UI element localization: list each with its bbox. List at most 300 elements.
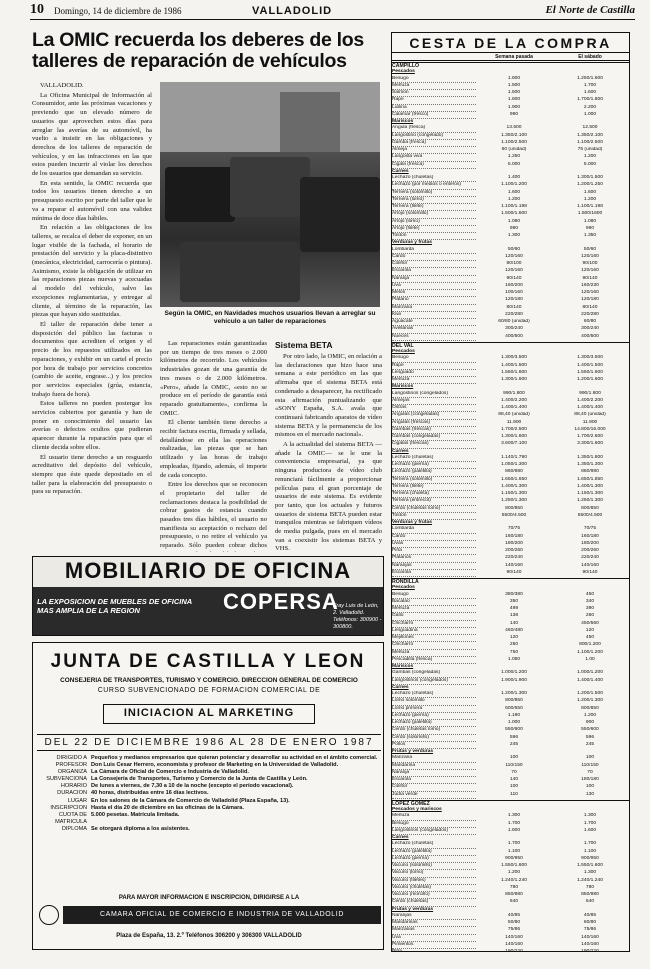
price-previous: 1.900/1.900 xyxy=(501,677,527,683)
price-saturday: 400/500 xyxy=(581,333,599,339)
product-name: Lechazo (paletilla) xyxy=(392,849,476,856)
price-previous: 1.300/3.500 xyxy=(501,355,527,361)
price-previous: 550/600 xyxy=(505,727,523,733)
price-previous: 1.080 xyxy=(507,218,521,224)
price-previous: 1.500 xyxy=(507,90,521,96)
price-saturday: 140/160 xyxy=(581,941,599,947)
ad-junta-row-label: DIRIGIDO A xyxy=(56,755,87,761)
price-row xyxy=(392,813,629,820)
price-row xyxy=(392,247,629,254)
product-name: Cardo xyxy=(392,534,476,541)
newspaper-logo: El Norte de Castilla xyxy=(545,4,635,16)
price-previous: 1.100/2.500 xyxy=(501,139,527,145)
article-paragraph: El usuario tiene derecho a un resguardo acreditativo del depósito del vehículo, siempre que éste quede depositado en el taller para la elaboración del presupuesto o para su reparación. xyxy=(32,453,152,496)
price-previous: 160/180 xyxy=(505,533,523,539)
product-name: Añojo (lomo) xyxy=(392,219,476,226)
price-row xyxy=(392,441,629,448)
price-saturday: 120/160 xyxy=(581,268,599,274)
price-row xyxy=(392,268,629,275)
price-previous: 1.300/1.600 xyxy=(501,434,527,440)
article-photo xyxy=(160,82,380,307)
price-saturday: 850/980 xyxy=(581,892,599,898)
ad-junta-row-label: INSCRIPCION xyxy=(50,804,87,811)
product-name: Angula (fresca) xyxy=(392,125,476,132)
product-name: Escarola xyxy=(392,268,476,275)
price-previous: 1.400/1.500 xyxy=(501,362,527,368)
product-category: Verduras y frutas xyxy=(392,240,432,246)
price-previous: 88,40 (unidad) xyxy=(498,412,530,418)
product-name: Piña xyxy=(392,548,476,555)
product-name: Merluza xyxy=(392,650,476,657)
price-row xyxy=(392,219,629,226)
price-previous: 1.600 xyxy=(507,97,521,103)
price-row xyxy=(392,283,629,290)
price-previous: 1.250/1.300 xyxy=(501,498,527,504)
price-saturday: 90/100 xyxy=(582,261,598,267)
price-saturday: 130 xyxy=(585,791,595,797)
price-row xyxy=(392,678,629,685)
ad-junta-row-label: SUBVENCIONA xyxy=(46,776,87,783)
article-column-1 xyxy=(32,82,152,550)
price-saturday: 90/140 xyxy=(582,275,598,281)
price-previous: 1.050 xyxy=(507,656,521,662)
product-name: Gambas (frescas) xyxy=(392,427,476,434)
price-saturday: 120/180 xyxy=(581,297,599,303)
product-name: Lomo primera xyxy=(392,706,476,713)
product-name: Cigalas (frescas) xyxy=(392,441,476,448)
price-previous: 350 xyxy=(509,598,519,604)
product-category: Frutas y verduras xyxy=(392,906,434,912)
price-saturday: 88,40 (unidad) xyxy=(574,412,606,418)
market-name: CAMPILLO xyxy=(392,62,629,69)
product-category: Carnes xyxy=(392,684,409,690)
ad-address: Fray Luis de León, 2. Valladolid. Teléfonos: 300900 - 300800. xyxy=(333,603,382,630)
product-name: Lechazo (pierna) xyxy=(392,462,476,469)
price-row xyxy=(392,927,629,934)
price-saturday: 120 xyxy=(585,627,595,633)
price-row xyxy=(392,650,629,657)
product-name: Angulas (frescas) xyxy=(392,420,476,427)
ad-junta-title: JUNTA DE CASTILLA Y LEON xyxy=(50,651,366,672)
product-name: Langostinos (congelados) xyxy=(392,828,476,835)
price-row xyxy=(392,105,629,112)
price-previous: 1.050/1.300 xyxy=(501,462,527,468)
price-saturday: 5500/4.500 xyxy=(577,512,603,518)
price-saturday: 450/560 xyxy=(581,620,599,626)
price-previous: 60/80 (unidad) xyxy=(498,319,530,325)
price-previous: 1.600 xyxy=(507,189,521,195)
product-name: Kiwi xyxy=(392,312,476,319)
price-previous: 1.600 xyxy=(507,827,521,833)
price-row xyxy=(392,434,629,441)
ad-junta-row xyxy=(39,790,379,797)
price-previous: 3.600/7.100 xyxy=(501,441,527,447)
ad-exposition-text: LA EXPOSICION DE MUEBLES DE OFICINA MAS AMPLIA DE LA REGION xyxy=(37,597,192,615)
product-name: Vacuno (solomillo) xyxy=(392,863,476,870)
price-row xyxy=(392,606,629,613)
product-name: Piña xyxy=(392,949,476,952)
product-name: Bacalao xyxy=(392,599,476,606)
price-saturday: 200/260 xyxy=(581,548,599,554)
price-previous: 380/380 xyxy=(505,591,523,597)
product-name: Judía verde xyxy=(392,792,476,799)
product-name: Pimientos xyxy=(392,942,476,949)
price-previous: 600/650 xyxy=(505,705,523,711)
price-table-body xyxy=(392,62,629,952)
price-row xyxy=(392,899,629,906)
price-previous: 1.000 xyxy=(507,720,521,726)
article-column-3 xyxy=(275,340,382,552)
price-previous: 1.500/1.600 xyxy=(501,211,527,217)
price-row xyxy=(392,276,629,283)
price-row xyxy=(392,297,629,304)
article-paragraph: Entre los derechos que se reconocen el propietario del taller de reclamaciones destaca la posibilidad de cobrar gastos de estancia cuando pasados tres días hábiles, el usuario no manifiesta su aceptación o rechazo del presupuesto, o no retire el vehículo ya reparado. Sólo pueden cobrar dichos xyxy=(160,481,267,550)
price-saturday: 1.100 xyxy=(583,848,597,854)
price-saturday: 1.250/1.300 xyxy=(577,498,603,504)
price-previous: 1.700/2.500 xyxy=(501,426,527,432)
price-row xyxy=(392,506,629,513)
price-row xyxy=(392,885,629,892)
section-city: VALLADOLID xyxy=(252,5,333,17)
price-saturday: 75/86 xyxy=(583,927,597,933)
price-row xyxy=(392,942,629,949)
product-name: Escarola xyxy=(392,777,476,784)
photo-caption: Según la OMIC, en Navidades muchos usuarios llevan a arreglar su vehículo a un taller de reparaciones xyxy=(164,310,376,325)
price-row xyxy=(392,477,629,484)
price-previous: 1.250 xyxy=(507,154,521,160)
product-name: Calamar (fresco) xyxy=(392,112,476,119)
product-name: Cerdo (solomillo) xyxy=(392,735,476,742)
ad-mobiliario-title: MOBILIARIO DE OFICINA xyxy=(64,558,352,583)
product-name: Besugo xyxy=(392,355,476,362)
price-row xyxy=(392,870,629,877)
price-saturday: 1.600 xyxy=(583,189,597,195)
product-name: Gamba (fresca) xyxy=(392,140,476,147)
ad-junta-course-name: INICIACION AL MARKETING xyxy=(103,704,315,724)
price-previous: 860/980 xyxy=(505,469,523,475)
price-row xyxy=(392,319,629,326)
price-saturday: 1.400/1.400 xyxy=(577,677,603,683)
ad-junta-row-label: DURACION xyxy=(57,790,87,797)
product-name: Langostinos (congelados) xyxy=(392,678,476,685)
price-saturday: 90/140 xyxy=(582,569,598,575)
ad-junta-row-value: De lunes a viernes, de 7,30 a 10 de la noche (excepto el período vacacional). xyxy=(91,783,294,790)
price-saturday: 1.600 xyxy=(583,90,597,96)
price-row xyxy=(392,735,629,742)
product-name: Langosta viva xyxy=(392,154,476,161)
price-previous: 1.700 xyxy=(507,820,521,826)
price-row xyxy=(392,83,629,90)
product-name: Melón xyxy=(392,290,476,297)
price-previous: 1.400/1.300 xyxy=(501,483,527,489)
product-name: Lechazo (chuletas) xyxy=(392,455,476,462)
product-name: Coliflor xyxy=(392,261,476,268)
ad-junta-row xyxy=(39,755,379,762)
ad-junta-row-label: DIPLOMA xyxy=(61,825,87,832)
price-saturday: 100 xyxy=(585,784,595,790)
product-name: Cerdo (chuletas lomo) xyxy=(392,506,476,513)
product-name: Gambas (congeladas) xyxy=(392,434,476,441)
product-name: Lechazo (paletilla) xyxy=(392,469,476,476)
ad-junta-row-value: 40 horas, distribuidas entre 16 días lectivos. xyxy=(91,790,209,797)
product-name: Pollos xyxy=(392,742,476,749)
product-name: Mandarina xyxy=(392,763,476,770)
price-previous: 1.550/1.600 xyxy=(501,369,527,375)
price-saturday: 1.000 xyxy=(583,111,597,117)
product-name: Gallo xyxy=(392,613,476,620)
price-saturday: 1.700 xyxy=(583,820,597,826)
product-name: Lechazo (chuletas) xyxy=(392,691,476,698)
ad-junta xyxy=(32,642,384,950)
price-row xyxy=(392,405,629,412)
price-previous: 75/86 xyxy=(507,927,521,933)
price-saturday: 70 xyxy=(587,769,593,775)
price-row xyxy=(392,154,629,161)
price-saturday: 160/230 xyxy=(581,282,599,288)
price-previous: 120 xyxy=(509,635,519,641)
price-row xyxy=(392,455,629,462)
price-saturday: 990 xyxy=(585,225,595,231)
price-saturday: 1.500/1600 xyxy=(577,211,603,217)
product-name: Aguacate xyxy=(392,319,476,326)
price-row xyxy=(392,484,629,491)
product-name: Uvas xyxy=(392,541,476,548)
ad-junta-row-label: HORARIO xyxy=(60,783,87,790)
price-saturday: 1.400/1.500 xyxy=(577,362,603,368)
product-name: Lubina xyxy=(392,105,476,112)
article-column-2 xyxy=(160,340,267,552)
price-previous: 1.650/1.650 xyxy=(501,476,527,482)
price-saturday: 1.100/1.200 xyxy=(577,649,603,655)
price-saturday: 140/160 xyxy=(581,934,599,940)
product-name: Merluza xyxy=(392,813,476,820)
product-name: Almejas xyxy=(392,398,476,405)
product-name: Lombarda xyxy=(392,526,476,533)
chamber-seal-icon xyxy=(39,905,59,925)
price-previous: 1.150/1.300 xyxy=(501,491,527,497)
product-name: Lechazo (pierna) xyxy=(392,713,476,720)
price-saturday: 1.250/1.600 xyxy=(577,75,603,81)
price-saturday: 450 xyxy=(585,591,595,597)
price-saturday: 120/160 xyxy=(581,290,599,296)
product-name: Coliflor xyxy=(392,784,476,791)
product-name: Tostón xyxy=(392,233,476,240)
price-previous: 70/75 xyxy=(507,526,521,532)
price-row xyxy=(392,555,629,562)
price-saturday: 780 xyxy=(585,884,595,890)
price-row xyxy=(392,133,629,140)
product-name: Merluza xyxy=(392,377,476,384)
price-previous: 140 xyxy=(509,777,519,783)
product-name: Cerdo (chuletas) xyxy=(392,899,476,906)
product-category: Mariscos xyxy=(392,384,414,390)
price-saturday: 60/80 xyxy=(583,319,597,325)
price-previous: 1.200 xyxy=(507,196,521,202)
product-name: Escarola xyxy=(392,570,476,577)
price-row xyxy=(392,691,629,698)
product-name: Angulas (congeladas) xyxy=(392,412,476,419)
price-row xyxy=(392,162,629,169)
price-previous: 640 xyxy=(509,899,519,905)
ad-junta-row-value: Se otorgará diploma a los asistentes. xyxy=(91,825,190,832)
price-row xyxy=(392,112,629,119)
price-previous: 596 xyxy=(509,734,519,740)
price-previous: 780 xyxy=(509,884,519,890)
page-date: Domingo, 14 de diciembre de 1986 xyxy=(54,6,182,16)
price-row xyxy=(392,592,629,599)
price-row xyxy=(392,563,629,570)
product-name: Naranja xyxy=(392,276,476,283)
price-previous: 990 xyxy=(509,111,519,117)
price-saturday: 550/600 xyxy=(581,727,599,733)
article-paragraph: Por otro lado, la OMIC, en relación a las declaraciones que hizo hace una semana a este periódico en las que afirmaba que el sistema BETA está condenado a desaparecer, ha rectificado esta afirmación puntualizando que «SONY España, S.A. avala que continuará fabricando aparatos de vídeo sistema BETA y la permanencia de los mismos en el mercado nacional». xyxy=(275,353,382,439)
ad-junta-row-value: En los salones de la Cámara de Comercio de Valladolid (Plaza España, 13). xyxy=(91,797,290,804)
price-previous: 800/850 xyxy=(505,505,523,511)
price-previous: 100 xyxy=(509,755,519,761)
price-previous: 110/150 xyxy=(505,762,523,768)
price-saturday: 12.500 xyxy=(582,125,598,131)
price-saturday: 1.350/1.300 xyxy=(577,462,603,468)
price-saturday: 1.300 xyxy=(583,870,597,876)
product-name: Ostras xyxy=(392,405,476,412)
ad-junta-row xyxy=(39,826,379,833)
price-previous: 1.240/1.240 xyxy=(501,877,527,883)
price-previous: 140/160 xyxy=(505,562,523,568)
page-number: 10 xyxy=(30,2,44,17)
product-name: Añojo (solomillo) xyxy=(392,211,476,218)
ad-junta-row-label: ORGANIZA xyxy=(57,769,87,776)
product-name: Chicharro xyxy=(392,621,476,628)
price-row xyxy=(392,706,629,713)
product-category: Pescados xyxy=(392,349,415,355)
price-row xyxy=(392,190,629,197)
ad-junta-row-value: La Cámara de Oficial de Comercio e Industria de Valladolid. xyxy=(91,769,249,776)
price-saturday: 1.150/1.300 xyxy=(577,491,603,497)
product-name: Naranjas xyxy=(392,913,476,920)
price-previous: 900/950 xyxy=(505,855,523,861)
product-name: Vacuno (chuletas) xyxy=(392,885,476,892)
product-name: Lechazo (por medios o enteros) xyxy=(392,182,476,189)
product-name: Cigala (fresca) xyxy=(392,162,476,169)
price-previous: 220/240 xyxy=(505,555,523,561)
price-previous: 250 xyxy=(509,642,519,648)
price-row xyxy=(392,949,629,952)
price-row xyxy=(392,140,629,147)
price-saturday: 1.300 xyxy=(583,813,597,819)
price-previous: 120/160 xyxy=(505,268,523,274)
ad-junta-row xyxy=(39,769,379,776)
price-row xyxy=(392,182,629,189)
price-row xyxy=(392,628,629,635)
price-row xyxy=(392,621,629,628)
price-row xyxy=(392,290,629,297)
product-name: Uva xyxy=(392,283,476,290)
product-name: Plátanos xyxy=(392,555,476,562)
price-previous: 220/280 xyxy=(505,311,523,317)
price-row xyxy=(392,363,629,370)
price-previous: 13.500 xyxy=(506,125,522,131)
price-saturday: 800/1.200 xyxy=(579,642,601,648)
price-row xyxy=(392,513,629,520)
price-row xyxy=(392,412,629,419)
price-previous: 1.100/1.198 xyxy=(501,204,527,210)
price-previous: 1.900 xyxy=(507,104,521,110)
product-category: Mariscos xyxy=(392,664,414,670)
price-previous: 138 xyxy=(509,613,519,619)
product-name: Ternera (solomillo) xyxy=(392,190,476,197)
ad-junta-row-value: Hasta el día 20 de diciembre en las oficinas de la Cámara. xyxy=(91,804,244,811)
price-previous: 140/160 xyxy=(505,941,523,947)
price-row xyxy=(392,211,629,218)
product-name: Rape xyxy=(392,363,476,370)
price-saturday: 3.300/1.600 xyxy=(577,441,603,447)
product-name: Ternera (filete) xyxy=(392,204,476,211)
ad-junta-row-value: Pequeños y medianos empresarios que quieran potenciar y desarrollar su actividad en el ámbito comercial. xyxy=(91,755,378,761)
product-category: Pescados y mariscos xyxy=(392,807,442,813)
price-row xyxy=(392,498,629,505)
price-saturday: 1.650/1.850 xyxy=(577,476,603,482)
price-previous: 60 (unidad) xyxy=(501,147,527,153)
price-row xyxy=(392,828,629,835)
page-header xyxy=(30,4,635,20)
price-row xyxy=(392,204,629,211)
price-saturday: 50/60 xyxy=(583,246,597,252)
ad-junta-row-value: 5.000 pesetas. Matrícula limitada. xyxy=(91,811,180,818)
price-row xyxy=(392,125,629,132)
article-paragraph: A la actualidad del sistema BETA —añade la OMIC— se le une la conveniencia empresarial, ya que ninguna productora de vídeo club renunciará fácilmente a proporcionar películas para el gran porcentaje de usuarios de este sistema. Es evidente por tanto, que los actuales y futuros usuarios de sistema BETA pueden estar tranquilos mientras se fabriquen vídeos de media pulgada, pues en el mercado van a coexistir los sistemas BETA y VHS. xyxy=(275,441,382,552)
price-saturday: 596 xyxy=(585,734,595,740)
price-row xyxy=(392,391,629,398)
price-saturday: 640 xyxy=(585,899,595,905)
product-name: Vacuno (lomo) xyxy=(392,870,476,877)
price-saturday: 1.200/1.600 xyxy=(577,377,603,383)
price-saturday: 14.800/16.000 xyxy=(574,426,606,432)
price-previous: 50/80 xyxy=(507,920,521,926)
price-saturday: 75 (unidad) xyxy=(577,147,603,153)
price-row xyxy=(392,312,629,319)
product-name: Lomo solomillo xyxy=(392,698,476,705)
ad-junta-row-label: PROFESOR xyxy=(55,762,87,769)
ad-junta-course: CURSO SUBVENCIONADO DE FORMACION COMERCIAL DE xyxy=(97,687,321,694)
article-headline: La OMIC recuerda los deberes de los talleres de reparación de vehículos xyxy=(32,29,364,72)
price-row xyxy=(392,541,629,548)
price-saturday: 120/160 xyxy=(581,253,599,259)
product-category: Frutas y verduras xyxy=(392,749,434,755)
price-previous: 1.200/1.300 xyxy=(501,691,527,697)
price-saturday: 220/280 xyxy=(581,311,599,317)
price-saturday: 1.700/1.800 xyxy=(577,97,603,103)
price-saturday: 1.700/2.600 xyxy=(577,434,603,440)
price-row xyxy=(392,469,629,476)
price-row xyxy=(392,254,629,261)
price-row xyxy=(392,261,629,268)
price-saturday: 1.350/1.800 xyxy=(577,454,603,460)
ad-junta-info: PARA MAYOR INFORMACION E INSCRIPCION, DIRIGIRSE A LA xyxy=(118,895,300,901)
ad-junta-row xyxy=(39,783,379,790)
price-saturday: 245 xyxy=(585,741,595,747)
price-previous: 80/100 xyxy=(506,261,522,267)
product-name: Gambas (congeladas) xyxy=(392,670,476,677)
price-previous: 1.300/1.600 xyxy=(501,377,527,383)
price-previous: 990 xyxy=(509,225,519,231)
price-saturday: 390 xyxy=(585,606,595,612)
price-previous: 90/140 xyxy=(506,275,522,281)
ad-junta-details xyxy=(39,755,379,833)
price-row xyxy=(392,892,629,899)
price-saturday: 1.400/2.200 xyxy=(577,397,603,403)
price-row xyxy=(392,821,629,828)
price-saturday: 5.000 xyxy=(583,161,597,167)
